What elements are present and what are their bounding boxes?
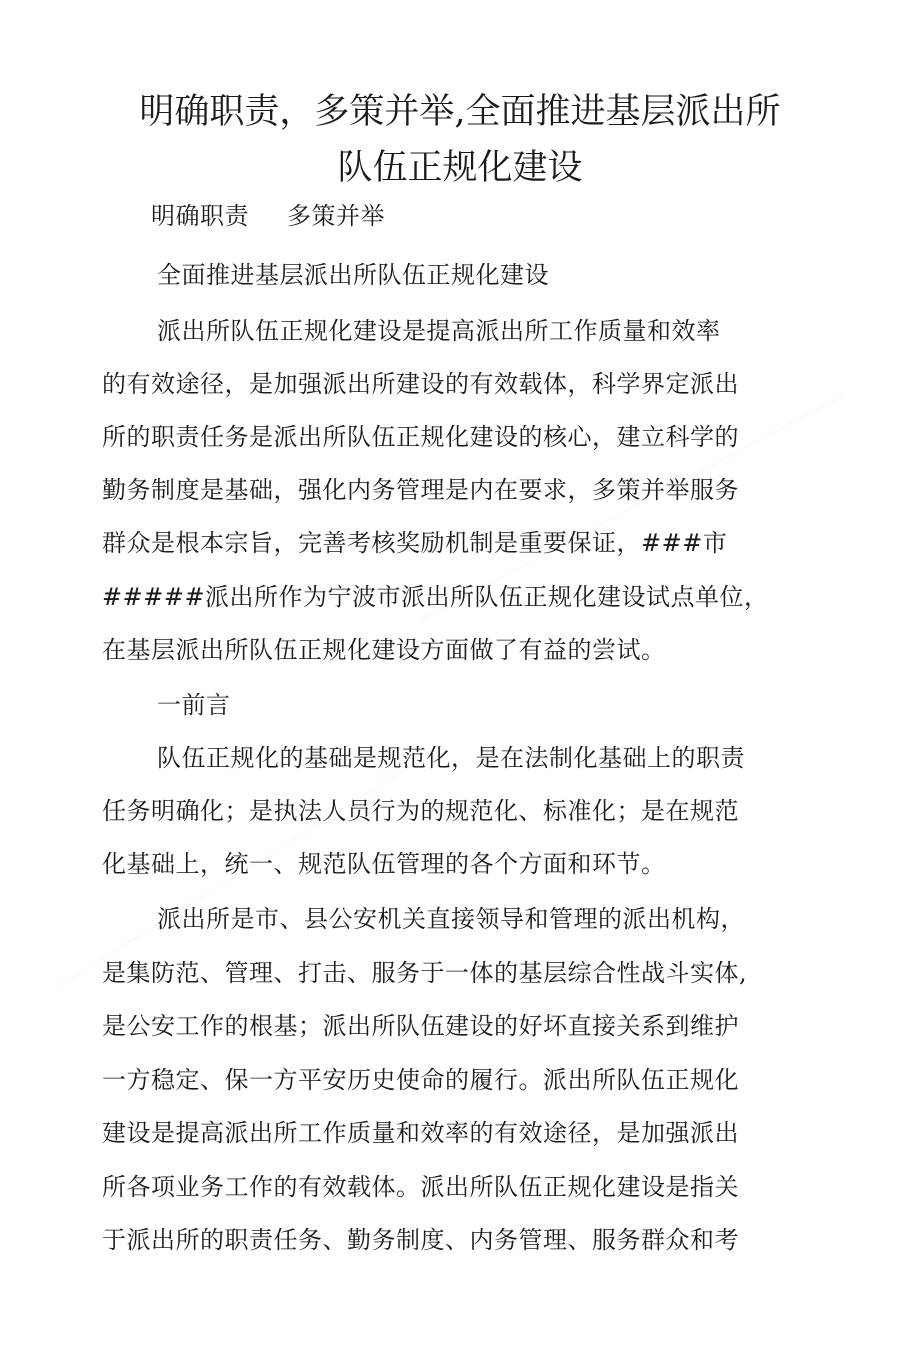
paragraph-line: 所的职责任务是派出所队伍正规化建设的核心，建立科学的 — [102, 423, 739, 451]
paragraph-line: 任务明确化；是执法人员行为的规范化、标准化；是在规范 — [102, 797, 739, 825]
paragraph-line: 于派出所的职责任务、勤务制度、内务管理、服务群众和考 — [102, 1226, 739, 1254]
paragraph-line: 化基础上，统一、规范队伍管理的各个方面和环节。 — [102, 850, 666, 878]
document-title-line-2: 队伍正规化建设 — [337, 148, 583, 188]
paragraph-line: 是集防范、管理、打击、服务于一体的基层综合性战斗实体, — [102, 959, 748, 987]
paragraph-line: 建设是提高派出所工作质量和效率的有效途径，是加强派出 — [102, 1119, 739, 1147]
paragraph-line: 在基层派出所队伍正规化建设方面做了有益的尝试。 — [102, 636, 666, 664]
paragraph-line: 派出所队伍正规化建设是提高派出所工作质量和效率 — [157, 317, 721, 345]
section-heading: 一前言 — [157, 691, 231, 719]
subtitle — [151, 200, 385, 232]
paragraph-line: 一方稳定、保一方平安历史使命的履行。派出所队伍正规化 — [102, 1066, 739, 1094]
paragraph-line: 勤务制度是基础，强化内务管理是内在要求，多策并举服务 — [102, 476, 739, 504]
paragraph-line: 的有效途径，是加强派出所建设的有效载体，科学界定派出 — [102, 370, 739, 398]
paragraph-line: 派出所是市、县公安机关直接领导和管理的派出机构， — [157, 905, 745, 933]
subtitle-part-2: 多策并举 — [287, 202, 385, 230]
document-title-line-1: 明确职责，多策并举,全面推进基层派出所 — [139, 92, 781, 132]
paragraph-line: 是公安工作的根基；派出所队伍建设的好坏直接关系到维护 — [102, 1012, 739, 1040]
paragraph-line: #####派出所作为宁波市派出所队伍正规化建设试点单位， — [102, 583, 769, 611]
paragraph-line: 队伍正规化的基础是规范化，是在法制化基础上的职责 — [157, 744, 745, 772]
paragraph-line: 所各项业务工作的有效载体。派出所队伍正规化建设是指关 — [102, 1173, 739, 1201]
subtitle-part-1: 明确职责 — [151, 202, 249, 230]
paragraph-line: 群众是根本宗旨，完善考核奖励机制是重要保证，###市 — [102, 529, 728, 557]
subheading: 全面推进基层派出所队伍正规化建设 — [157, 261, 549, 289]
